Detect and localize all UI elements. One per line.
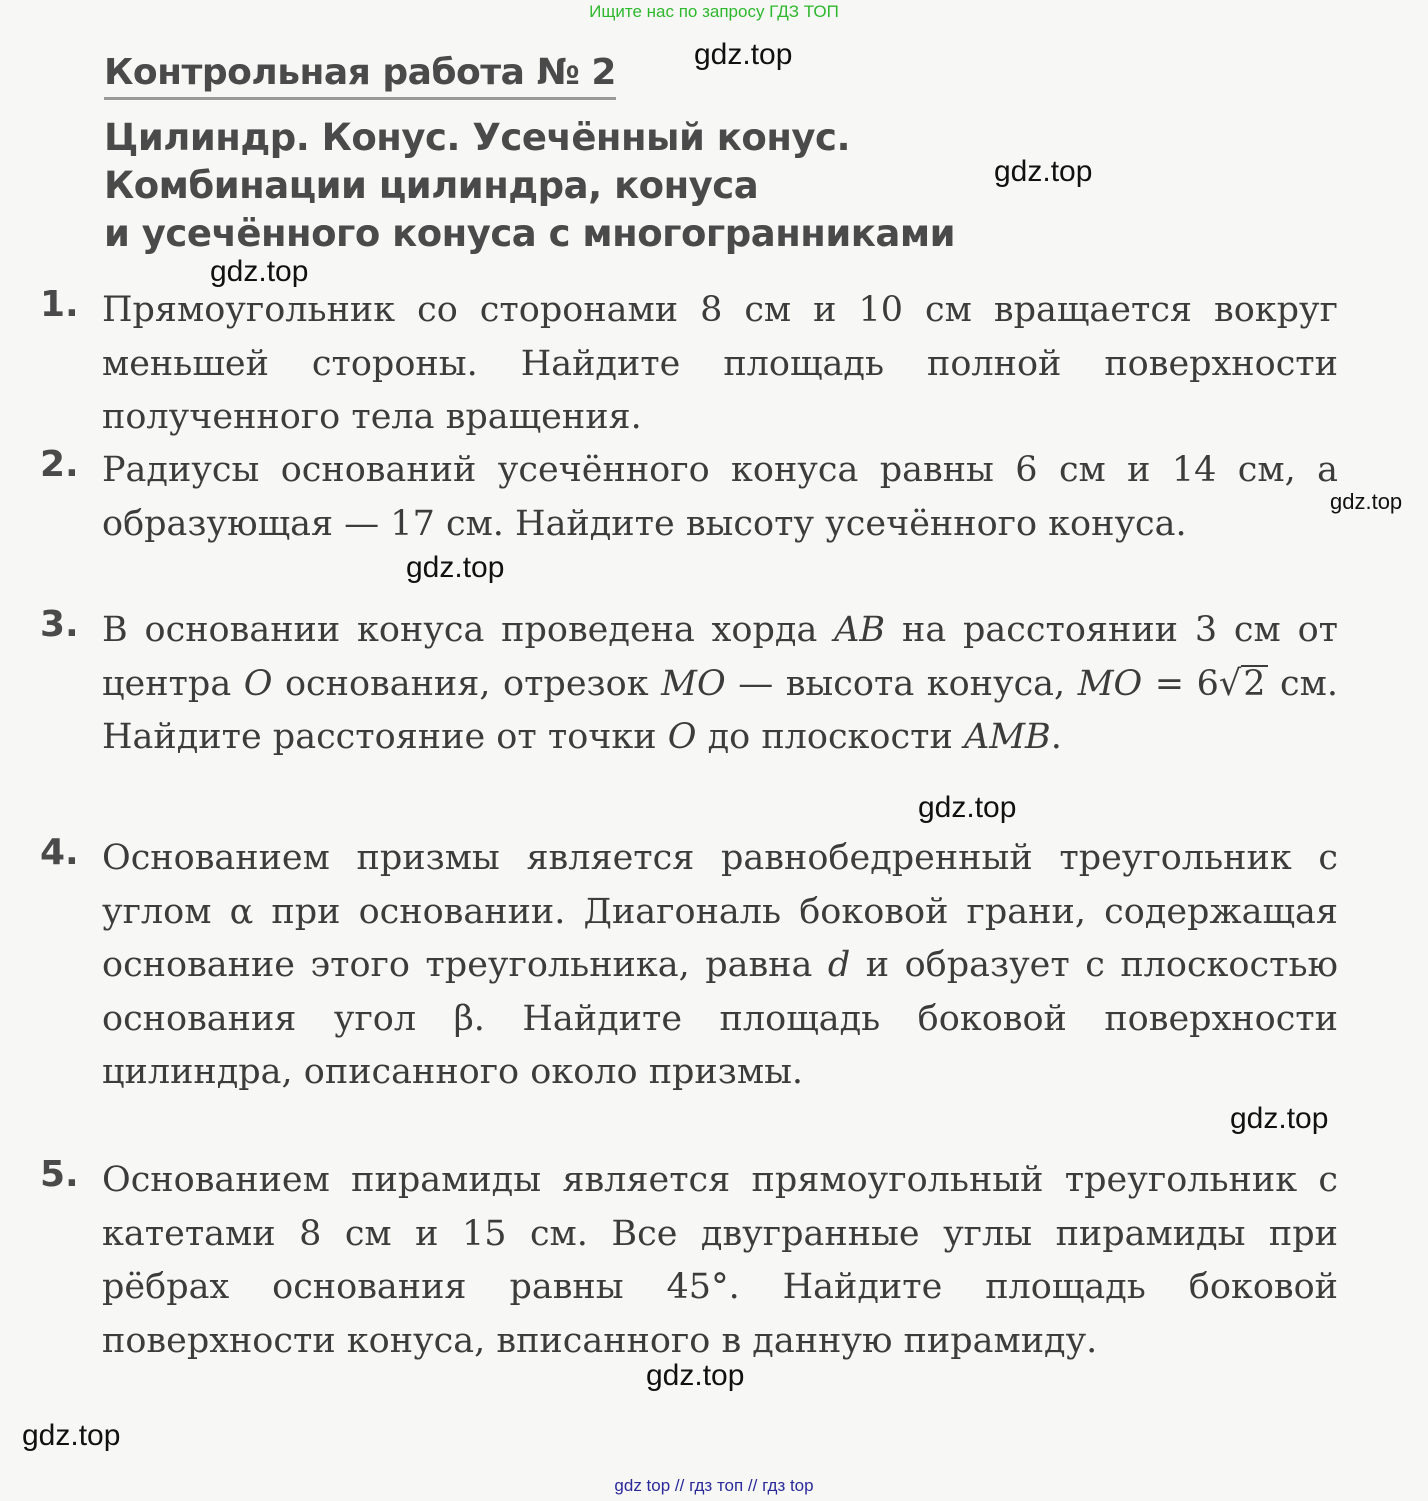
footer-links[interactable]: gdz top // гдз топ // гдз top: [614, 1476, 814, 1495]
problem-text: Основанием призмы является равнобедренный треугольник с углом α при основании. Диагональ боковой грани, содержащая основание этого треугольника, равна d и образует с плоскостью основания угол β. Найдите площадь боковой поверхности цилиндра, описанного около призмы.: [102, 838, 1338, 1092]
watermark: gdz.top: [22, 1419, 121, 1452]
problem-1: [40, 284, 1340, 445]
watermark: gdz.top: [406, 551, 505, 584]
var-mo: MO: [661, 663, 726, 704]
var-o: O: [243, 663, 273, 704]
work-title: Контрольная работа № 2: [104, 52, 616, 100]
watermark: gdz.top: [1330, 489, 1403, 514]
watermark: gdz.top: [1230, 1102, 1329, 1135]
problem-2: [40, 444, 1340, 551]
topic-line-1: Цилиндр. Конус. Усечённый конус.: [104, 116, 851, 159]
var-o: O: [667, 717, 697, 757]
topic-line-3: и усечённого конуса с многогранниками: [104, 212, 955, 255]
var-d: d: [827, 945, 851, 985]
watermark: gdz.top: [994, 155, 1093, 188]
watermark: gdz.top: [646, 1359, 745, 1392]
problem-3: [40, 604, 1340, 765]
top-banner[interactable]: Ищите нас по запросу ГДЗ ТОП: [589, 2, 839, 21]
watermark: gdz.top: [694, 38, 793, 71]
problem-text: Прямоугольник со сторонами 8 см и 10 см вращается вокруг меньшей стороны. Найдите площадь полной поверхности полученного тела вращения.: [102, 290, 1338, 437]
problem-number: 2.: [40, 444, 79, 485]
var-ab: AB: [834, 610, 886, 650]
watermark: gdz.top: [918, 791, 1017, 824]
problem-text: В основании конуса проведена хорда AB на расстоянии 3 см от центра O основания, отрезок MO — высота конуса, MO = 6√2 см. Найдите расстояние от точки O до плоскости AMB.: [102, 610, 1339, 757]
topic-line-2: Комбинации цилиндра, конуса: [104, 164, 759, 207]
watermark: gdz.top: [210, 255, 309, 288]
problem-number: 4.: [40, 832, 79, 873]
var-amb: AMB: [963, 717, 1051, 757]
problem-4: [40, 832, 1340, 1100]
var-mo: MO: [1077, 663, 1143, 704]
problem-5: [40, 1154, 1340, 1368]
problem-number: 5.: [40, 1154, 79, 1195]
sqrt-radicand: 2: [1243, 663, 1266, 704]
problem-text: Радиусы оснований усечённого конуса равны 6 см и 14 см, а образующая — 17 см. Найдите высоту усечённого конуса.: [102, 450, 1338, 544]
problem-text: Основанием пирамиды является прямоугольный треугольник с катетами 8 см и 15 см. Все двугранные углы пирамиды при рёбрах основания равны 45°. Найдите площадь боковой поверхности конуса, вписанного в данную пирамиду.: [102, 1160, 1338, 1361]
problem-number: 1.: [40, 284, 79, 325]
problem-number: 3.: [40, 604, 79, 645]
